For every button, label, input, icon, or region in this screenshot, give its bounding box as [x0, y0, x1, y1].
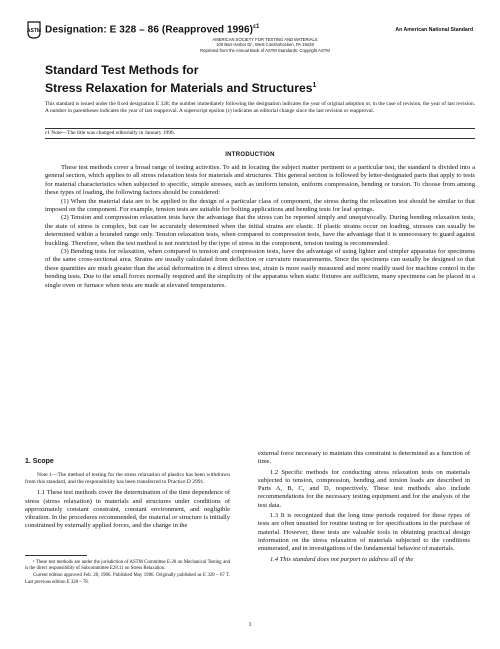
astm-logo-icon	[27, 21, 41, 39]
paragraph-1-3: 1.3 It is recognized that the long time periods required for these types of tests are often unsuited for routine testing or for specifications in the purchase of material. However, these tests are valuable tools in obtaining practical design information on the stress relaxation of materials subjected to the conditions enumerated, and in investigations of the fundamental behavior of materials.	[258, 512, 470, 553]
intro-paragraph: These test methods cover a broad range of testing activities. To aid in locating the subject matter pertinent to a particular test, the standard is divided into a general section, which applies to all stress relaxation tests for materials and structures. This general section is followed by letter-designated parts that apply to tests for material characteristics when subjected to specific, simple stresses, such as uniform tension, uniform compression, bending or torsion. To choose from among these types of loading, the following factors should be considered:	[45, 164, 475, 197]
intro-paragraph: (2) Tension and compression relaxation tests have the advantage that the stress can be reported simply and unequivocally. During bending relaxation tests, the state of stress is complex, but can be accurately determined when the initial strains are elastic. If plastic strains occur on loading, stresses can usually be determined within a bounded range only. Tension relaxation tests, when compared to compression tests, have the advantage that it is unnecessary to guard against buckling. Therefore, when the test method is not restricted by the type of stress in the component, tension testing is recommended.	[45, 214, 475, 247]
publisher-line: Reprinted from the Annual Book of ASTM Standards. Copyright ASTM	[200, 47, 330, 53]
note-1: Note 1—The method of testing for the stress relaxation of plastics has been withdrawn from this standard, and the responsibility has been transferred to Practice D 2991.	[25, 472, 230, 486]
intro-paragraph: (3) Bending tests for relaxation, when compared to tension and compression tests, have the advantage of using lighter and simpler apparatus for specimens of the same cross-sectional area. Strains are usually calculated from deflection or curvature measurements. Since the specimens can usually be designed so that these quantities are much greater than the axial deformation in a direct stress test, strain is more easily measured and more readily used for machine control in the bending tests. Due to the small forces normally required and the simplicity of the apparatus when static fixtures are sufficient, many specimens can be placed in a single oven or furnace when tests are made at elevated temperatures.	[45, 248, 475, 289]
publisher-line: 100 Barr Harbor Dr., West Conshohocken, PA 19428	[216, 42, 314, 48]
footnote: ¹ These test methods are under the jurisdiction of ASTM Committee E-28 on Mechanical Testing and is the direct responsibility of Subcommittee E28.11 on Stress Relaxation. Current edition approved Feb. 28, 1986. Published May 1986. Originally published as E 328 – 67 T. Last previous edition E 328 – 78.	[25, 560, 230, 585]
publisher-line: AMERICAN SOCIETY FOR TESTING AND MATERIALS	[212, 37, 318, 42]
divider	[45, 138, 475, 139]
paragraph-1-1: 1.1 These test methods cover the determination of the time dependence of stress (stress relaxation) in materials and structures under conditions of approximately constant constraint, constant environment, and negligible vibration. In the procedures recommended, the material or structure is initially constrained by externally applied forces, and the change in the	[25, 489, 230, 530]
paragraph-1-4: 1.4 This standard does not purport to address all of the	[270, 555, 414, 563]
introduction-body	[45, 164, 475, 290]
svg-text:ASTM: ASTM	[27, 28, 41, 34]
footnote-divider	[25, 555, 87, 556]
editorial-note: ε1 Note—The title was changed editorially in January 1996.	[45, 130, 175, 136]
section-heading-scope: 1. Scope	[25, 458, 54, 465]
issuance-notice: This standard is issued under the fixed designation E 328; the number immediately following the designation indicates the year of original adoption or, in the case of revision, the year of last revision. A number in parentheses indicates the year of last reapproval. A superscript epsilon (ε) indicates an editorial change since the last revision or reapproval.	[45, 101, 475, 114]
paragraph-1-2: 1.2 Specific methods for conducting stress relaxation tests on materials subjected to tension, compression, bending and torsion loads are described in Parts A, B, C, and D, respectively. These test methods also include recommendations for the necessary testing equipment and for the analysis of the test data.	[258, 468, 470, 509]
designation: Designation: E 328 – 86 (Reapproved 1996)$^{\varepsilon 1}$	[45, 24, 260, 36]
introduction-heading: INTRODUCTION	[225, 152, 275, 158]
left-column	[25, 455, 230, 533]
american-national-standard-label: An American National Standard	[395, 27, 473, 33]
right-column	[258, 450, 470, 566]
page-number: 1	[248, 622, 252, 628]
intro-paragraph: (1) When the material data are to be applied to the design of a particular class of component, the stress during the relaxation test should be similar to that imposed on the component. For example, tension tests are suitable for bolting applications and bending tests for leaf springs.	[45, 197, 475, 214]
document-title: Standard Test Methods for Stress Relaxation for Materials and Structures$^1$	[45, 63, 317, 96]
paragraph-1-1-continued: external force necessary to maintain this constraint is determined as a function of time.	[258, 450, 470, 466]
divider	[45, 128, 475, 129]
publisher-block	[120, 37, 410, 53]
